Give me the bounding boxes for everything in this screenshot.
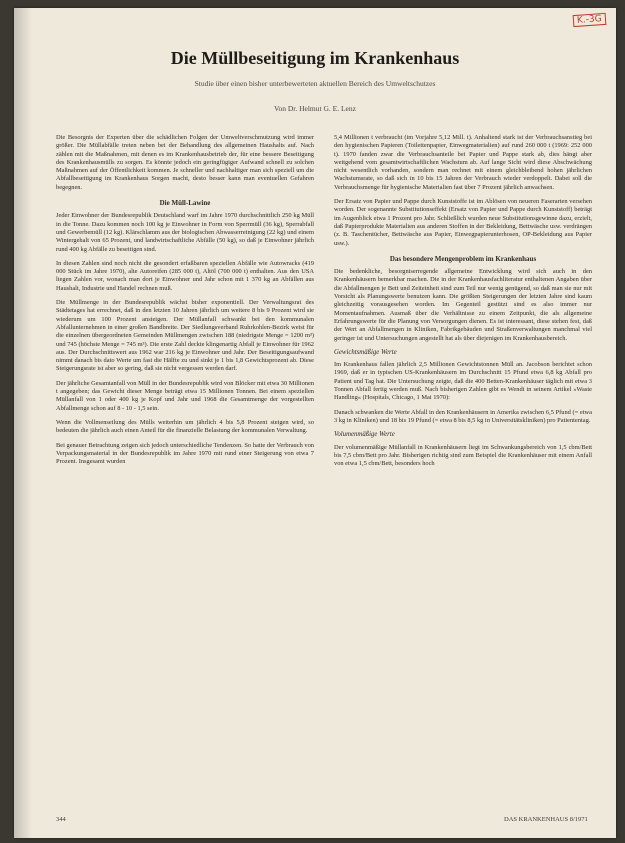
section-heading: Volumenmäßige Werte <box>334 431 395 439</box>
paragraph: Bei genauer Betrachtung zeigen sich jedoch unterschiedliche Tendenzen. So hatte der Verbrauch von Verpackungsmaterial in der Bundesrepublik im Jahre 1970 mit rund einer Steigerung von etwa 7 Prozent. Insgesamt wurden <box>56 441 314 466</box>
paragraph: Der Ersatz von Papier und Pappe durch Kunststoffe ist im Ablösen von neueren Faserarten versehen worden. Der sogenannte Substitutionseffekt (Ersatz von Papier und Pappe durch Kunststoff) beträgt im Augenblick etwa 1 Prozent pro Jahr. Schließlich wurden neue Substitutionsgewinne dazu, erzielt, daß Papierprodukte Materialien aus anderen Stoffen in der Bekleidung, Bettwäsche usw. verdrängen (z. B. Taschentücher, Bettwäsche aus Papier, Einwegpapierunterhosen, OP-Bekleidung aus Papier usw.). <box>334 198 592 247</box>
paragraph: 5,4 Millionen t verbraucht (im Vorjahre 5,12 Mill. t). Anhaltend stark ist der Verbrauchsanstieg bei den hygienischen Papieren (Toilettenpapier, Einwegmaterialien) auf rund 260 000 t (1969: 252 000 t). 1970 fanden zwar die Verbrauchsanteile bei Papier und Pappe stark ab, dies hängt aber weitgehend vom gesamtwirtschaftlichen Wachstum ab. Auf lange Sicht wird diese Abschwächung nicht wesentlich vorhanden, sondern man rechnet mit einem gleichbleibend hohen jährlichen Wachstumsrate, so daß sich in 10 bis 15 Jahren der Verbrauch wieder verdoppelt. Dabei soll die Verbrauchsmenge für hygienische Materialien fast über 7 Prozent jährlich anwachsen. <box>334 134 592 191</box>
paragraph: Der jährliche Gesamtanfall von Müll in der Bundesrepublik wird von Blöcker mit etwa 30 Millionen t angegeben; das Gewicht dieser Menge beträgt etwa 15 Millionen Tonnen. Bei einem speziellen Müllanfall von 1 oder 400 kg je Kopf und Jahr und 1968 die Gesamtmenge der vorgestellten Abfallmenge schon auf 8 - 10 - 1,5 sein. <box>56 379 314 412</box>
paragraph: Die Besorgnis der Experten über die schädlichen Folgen der Umweltverschmutzung wird immer größer. Die Müllabfälle treten neben bei der Behandlung des allgemeinen Haushalts auf. Nach zählen mit die Maßnahmen, mit denen es im Krankenhausbetrieb der, für eine bessere Beseitigung des Krankenhausmülls zu sorgen. Es könnte jedoch ein geringfügiger Aufwand schnell zu solchen Maßnahmen auf der Öffentlichkeit kommen. Je schneller und nachhaltiger man sich speziell um die Abfallbeseitigung im Krankenhaus Sorgen macht, desto besser kann man eventuellen Gefahren begegnen. <box>56 134 314 191</box>
paragraph: In diesen Zahlen sind noch nicht die gesondert erfaßbaren speziellen Abfälle wie Autowracks (419 000 Stück im Jahre 1970), alte Autoreifen (285 000 t), Altöl (700 000 t) enthalten. Aus den USA liegen Zahlen vor, wonach man dort je Einwohner und Jahr schon mit 1 370 kg an Abfällen aus Haushalt, Industrie und Handel rechnen muß. <box>56 259 314 292</box>
article-title: Die Müllbeseitigung im Krankenhaus <box>170 48 460 68</box>
page-fold-shadow <box>14 8 32 838</box>
paragraph: Danach schwanken die Werte Abfall in den Krankenhäusern in Amerika zwischen 6,5 Pfund (= etwa 3 kg in Kliniken) und 18 bis 19 Pfund (= etwa 8 bis 8,5 kg in Universitätskliniken) pro Patiententag. <box>334 408 592 424</box>
article-author: Von Dr. Helmut G. E. Lenz <box>274 104 356 113</box>
section-heading: Die Müll-Lawine <box>159 199 211 208</box>
paragraph: Jeder Einwohner der Bundesrepublik Deutschland warf im Jahre 1970 durchschnittlich 250 kg Müll in die Tonne. Dazu kommen noch 100 kg je Einwohner in Form von Sperrmüll (36 kg), Sperrabfall und Gewerbemüll (12 kg). Klärschlamm aus der biologischen Abwasserreinigung (22 kg) und einem Wintergehalt von 65 Prozent, und landwirtschaftliche Abfälle (50 kg), so daß je Einwohner jährlich rund 400 kg Abfälle zu beseitigen sind. <box>56 212 314 253</box>
section-heading: Gewichtsmäßige Werte <box>334 348 397 356</box>
journal-reference: DAS KRANKENHAUS 8/1971 <box>504 816 588 823</box>
handwritten-note: K.-3G <box>573 13 606 27</box>
article-subtitle: Studie über einen bisher unterbewerteten aktuellen Bereich des Umweltschutzes <box>194 79 436 88</box>
paragraph: Im Krankenhaus fallen jährlich 2,5 Millionen Gewichtstonnen Müll an. Jacobson berichtet schon 1969, daß er in typischen US-Krankenhäusern im Durchschnitt 15 Pfund etwa 6,8 kg Abfall pro Patient und Tag hat. Die Untersuchung zeigte, daß die 400 Betten-Krankenhäuser täglich mit etwa 3 Tonnen Abfall fertig werden muß. Nach bisherigen Zahlen gibt es Wendt in seinem Artikel »Waste Handling« (Hospitals, Chicago, 1 Mai 1970): <box>334 361 592 402</box>
paragraph: Die bedenkliche, besorgniserregende allgemeine Entwicklung wird sich auch in den Krankenhäusern bemerkbar machen. Die in der Krankenhausfachliteratur enthaltenen Angaben über die Abfallmengen je Bett und Zeiteinheit sind zum Teil nur wenig genügend, so daß man sie nur mit Vorsicht als Planungswerte benutzen kann. Die größten Steigerungen der letzten Jahre sind kaum gleichzeitig vorausgesehen worden. Im Gegenteil gestützt sind es also immer nur Momentaufnahmen. Ausmaß über die Verhältnisse zu einem Zeitpunkt, die als allgemeine Erfahrungswerte für die Planung von Versorgungen dienen. Es ist interessant, diese stehen fest, daß der Wert an Abfallmengen in Kliniken, Fabrikgebäuden und Straßenverwaltungen manchmal viel geringer ist und Untersuchungen angestellt hat als über diejenigen im Krankenhausbereich. <box>334 268 592 342</box>
right-column <box>334 134 592 474</box>
section-heading: Das besondere Mengenproblem im Krankenhaus <box>389 254 537 263</box>
paragraph: Der volumenmäßige Müllanfall in Krankenhäusern liegt im Schwankungsbereich von 1,5 cbm/Bett bis 7,5 cbm/Bett pro Jahr. Bisherigen richtig sind zum Beispiel die Krankenhäuser mit einem Anfall von etwa 1,5 cbm/Bett, besonders hoch <box>334 443 592 468</box>
paragraph: Die Müllmenge in der Bundesrepublik wächst bisher exponentiell. Der Verwaltungsrat des Städtetages hat errechnet, daß in den letzten 10 Jahren jährlich um weitere 8 bis 9 Prozent wird sie wiederum um 100 Prozent ansteigen. Der Müllanfall schwankt bei den kommunalen Abfallunternehmen in einer großen Bandbreite. Der Siedlungsverband Ruhrkohlen-Bezirk weist für die einzelnen übergeordneten Gemeinden Müllmengen zwischen 188 (niedrigste Menge = 1200 m³) und 745 (höchste Menge = 745 m³). Die erste Zahl deckte klingenartig Abfall je Einwohner für 1962 aus. Der Durchschnittswert aus 1962 war 216 kg je Einwohner und Jahr. Der Beseitigungsaufwand nimmt danach bis dato Werte um fast die Hälfte zu und sinkt je 1 bis 1,8 Gewichtsprozent ab. Diese Steigerungsrate ist aber so gering, daß sie nicht vergessen werden darf. <box>56 299 314 373</box>
left-column <box>56 134 314 472</box>
page-number: 344 <box>56 816 66 823</box>
paragraph: Wenn die Vollmenseilung des Mülls weiterhin um jährlich 4 bis 5,8 Prozent steigen wird, so bedeuten die jährlich auch einen Anteil für die finanzielle Belastung der kommunalen Verwaltung. <box>56 418 314 435</box>
document-page <box>14 8 616 838</box>
